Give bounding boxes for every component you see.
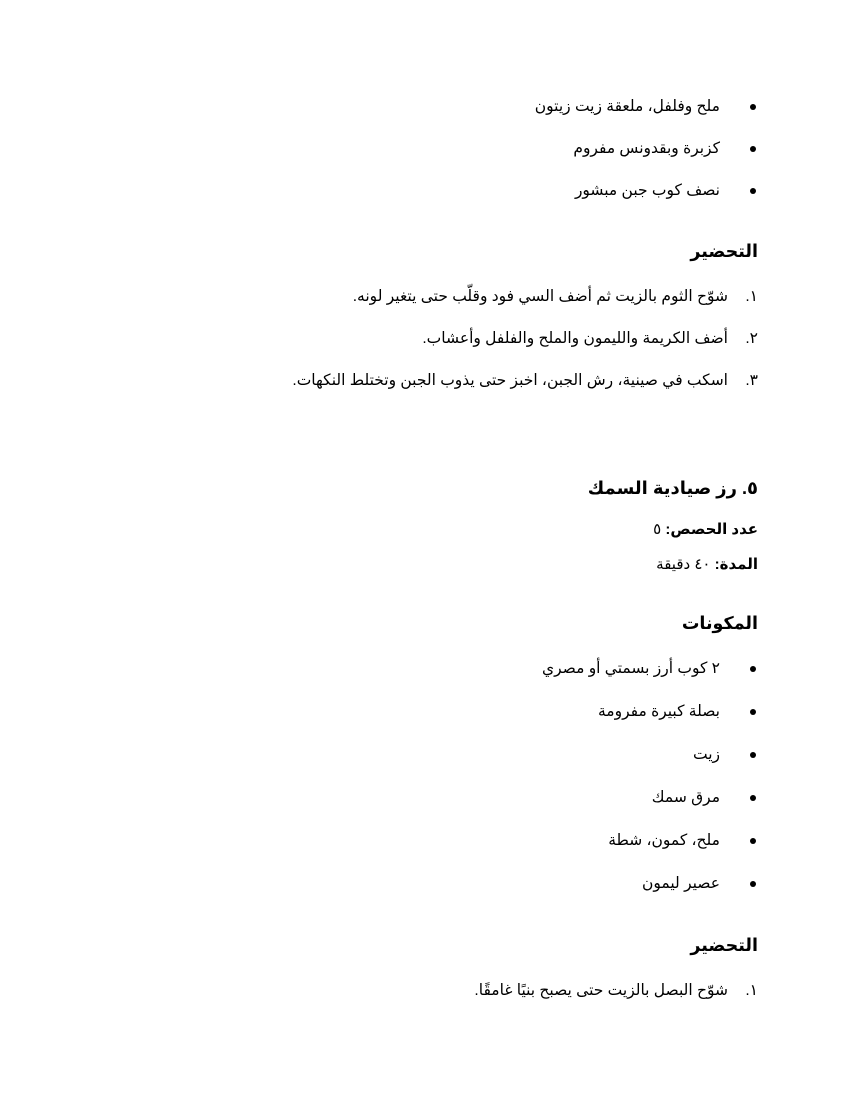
list-item <box>60 874 758 894</box>
step-number: ١. <box>745 288 758 305</box>
prep-steps-prev <box>60 287 758 391</box>
step-text: شوّح الثوم بالزيت ثم أضف السي فود وقلّب حتى يتغير لونه. <box>352 288 728 305</box>
ingredient-text: بصلة كبيرة مفرومة <box>597 703 720 720</box>
list-item <box>60 97 758 117</box>
bullet-icon <box>750 838 756 844</box>
ingredient-text: زيت <box>692 746 720 763</box>
servings-label: عدد الحصص: <box>665 521 758 538</box>
step-number: ١. <box>745 982 758 999</box>
duration-label: المدة: <box>714 556 758 573</box>
bullet-icon <box>750 188 756 194</box>
bullet-icon <box>750 666 756 672</box>
ingredient-text: مرق سمك <box>651 789 720 806</box>
step-number: ٢. <box>745 330 758 347</box>
step-text: اسكب في صينية، رش الجبن، اخبز حتى يذوب الجبن وتختلط النكهات. <box>292 372 728 389</box>
recipe-title: ٥. رز صيادية السمك <box>587 478 758 498</box>
step-item <box>60 329 758 349</box>
step-text: أضف الكريمة والليمون والملح والفلفل وأعشاب. <box>422 330 728 347</box>
ingredients-heading: المكونات <box>681 613 758 633</box>
list-item <box>60 788 758 808</box>
list-item <box>60 745 758 765</box>
ingredient-text: ٢ كوب أرز بسمتي أو مصري <box>541 660 720 677</box>
ingredient-text: ملح، كمون، شطة <box>608 832 720 849</box>
ingredient-text: ملح وفلفل، ملعقة زيت زيتون <box>534 98 720 115</box>
ingredients-list <box>60 659 758 894</box>
servings-line <box>60 520 758 540</box>
bullet-icon <box>750 709 756 715</box>
bullet-icon <box>750 146 756 152</box>
prep-steps <box>60 981 758 1001</box>
ingredients-list-prev <box>60 97 758 201</box>
step-item <box>60 981 758 1001</box>
ingredient-text: عصير ليمون <box>642 875 720 892</box>
step-number: ٣. <box>745 372 758 389</box>
step-item <box>60 287 758 307</box>
bullet-icon <box>750 795 756 801</box>
ingredient-text: نصف كوب جبن مبشور <box>574 182 720 199</box>
ingredient-text: كزبرة وبقدونس مفروم <box>573 140 720 157</box>
list-item <box>60 181 758 201</box>
duration-line <box>60 555 758 575</box>
list-item <box>60 702 758 722</box>
bullet-icon <box>750 104 756 110</box>
servings-value: ٥ <box>653 521 662 538</box>
step-item <box>60 371 758 391</box>
prep-heading: التحضير <box>690 935 758 955</box>
step-text: شوّح البصل بالزيت حتى يصبح بنيًا غامقًا. <box>474 982 728 999</box>
duration-value: ٤٠ دقيقة <box>656 556 711 573</box>
list-item <box>60 831 758 851</box>
list-item <box>60 139 758 159</box>
list-item <box>60 659 758 679</box>
bullet-icon <box>750 752 756 758</box>
bullet-icon <box>750 881 756 887</box>
prep-heading: التحضير <box>690 241 758 261</box>
